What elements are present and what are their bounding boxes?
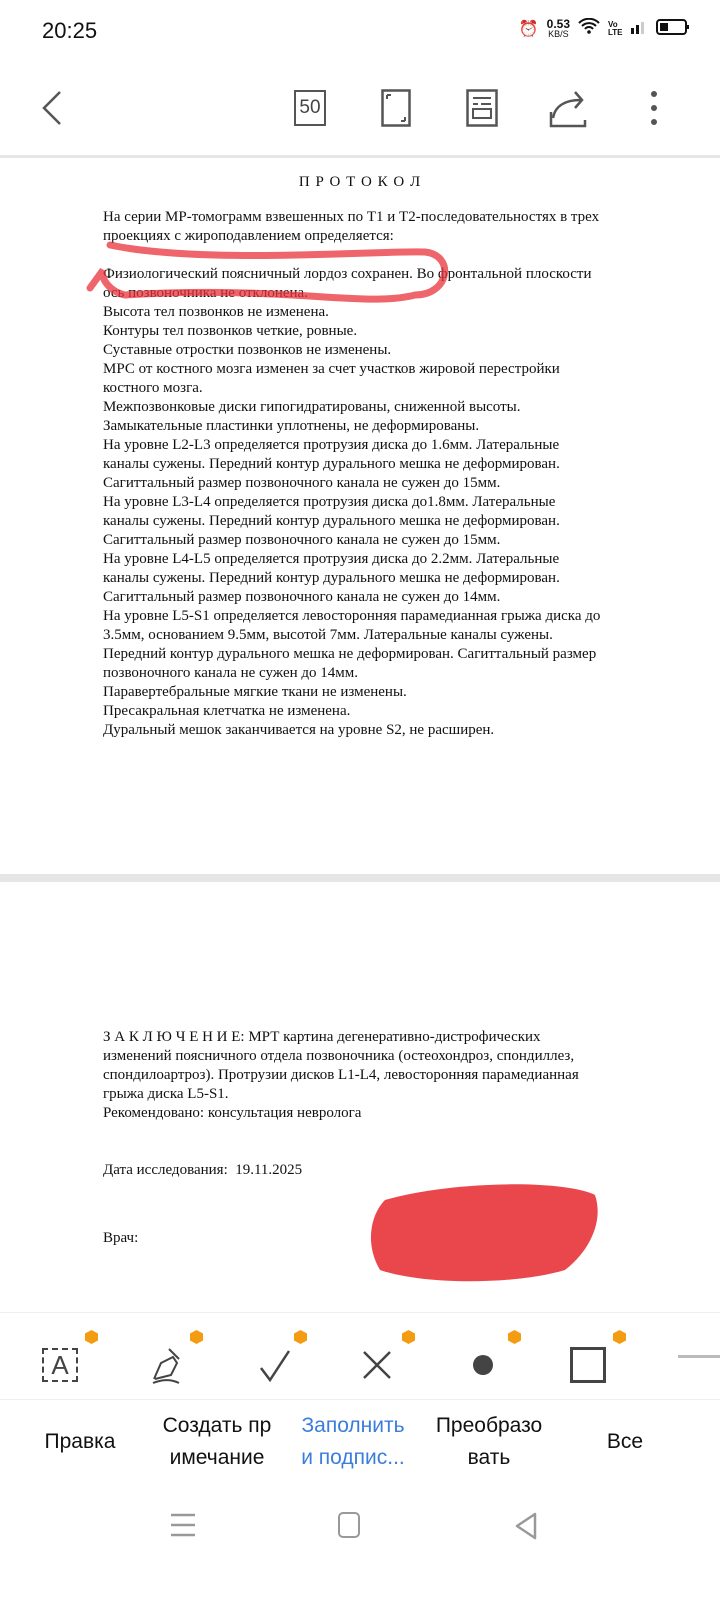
net-speed-unit: KB/S xyxy=(548,28,569,39)
study-date: Дата исследования: 19.11.2025 xyxy=(103,1162,303,1178)
protocol-line: На уровне L4-L5 определяется протрузия диска до 2.2мм. Латеральные xyxy=(103,551,560,567)
protocol-line: На уровне L5-S1 определяется левосторонняя парамедианная грыжа диска до xyxy=(103,608,601,624)
dot-icon xyxy=(471,1353,495,1377)
protocol-line: Высота тел позвонков не изменена. xyxy=(103,304,329,320)
protocol-line: На уровне L2-L3 определяется протрузия диска до 1.6мм. Латеральные xyxy=(103,437,560,453)
cross-tool[interactable] xyxy=(352,1340,402,1390)
tab-edit[interactable] xyxy=(30,1426,130,1458)
tab-label: Заполнить xyxy=(301,1414,405,1437)
dot-tool[interactable] xyxy=(458,1340,508,1390)
tab-label: Преобразо xyxy=(435,1414,543,1437)
tab-label: вать xyxy=(467,1446,511,1469)
back-icon xyxy=(40,90,64,126)
protocol-line: проекциях с жироподавлением определяется: xyxy=(103,228,394,244)
more-button[interactable] xyxy=(634,88,674,128)
conclusion-line: Рекомендовано: консультация невролога xyxy=(103,1105,362,1121)
rectangle-tool[interactable] xyxy=(563,1340,613,1390)
fullscreen-button[interactable] xyxy=(376,88,416,128)
signal-icon xyxy=(630,20,648,37)
tab-create-note[interactable] xyxy=(148,1410,286,1474)
reading-mode-icon xyxy=(466,89,498,127)
protocol-line: МРС от костного мозга изменен за счет участков жировой перестройки xyxy=(103,361,560,377)
nav-back-icon xyxy=(514,1512,538,1540)
protocol-line: Сагиттальный размер позвоночного канала не сужен до 14мм. xyxy=(103,589,501,605)
protocol-line: Суставные отростки позвонков не изменены. xyxy=(103,342,392,358)
alarm-icon: ⏰ xyxy=(518,20,539,38)
wifi-icon xyxy=(578,18,600,39)
reading-mode-button[interactable] xyxy=(462,88,502,128)
redaction-scribble xyxy=(365,1175,610,1290)
tab-convert[interactable] xyxy=(420,1410,558,1474)
battery-icon xyxy=(656,18,690,39)
page-count-value: 50 xyxy=(299,97,321,118)
tab-label: Правка xyxy=(44,1430,116,1453)
home-icon xyxy=(338,1512,360,1538)
tab-label: Все xyxy=(606,1430,644,1453)
tab-fill-and-sign[interactable] xyxy=(288,1410,418,1474)
protocol-line: каналы сужены. Передний контур дурального мешка не деформирован. xyxy=(103,570,560,586)
share-button[interactable] xyxy=(548,88,588,128)
protocol-line: На уровне L3-L4 определяется протрузия диска до1.8мм. Латеральные xyxy=(103,494,556,510)
conclusion-line: грыжа диска L5-S1. xyxy=(103,1086,229,1102)
protocol-line: Паравертебральные мягкие ткани не изменены. xyxy=(103,684,407,700)
protocol-line: 3.5мм, основанием 9.5мм, высотой 7мм. Латеральные каналы сужены. xyxy=(103,627,553,643)
status-icons xyxy=(519,18,690,39)
conclusion-line: спондилоартроз). Протрузии дисков L1-L4, левосторонняя парамедианная xyxy=(103,1067,579,1083)
protocol-line: Контуры тел позвонков четкие, ровные. xyxy=(103,323,358,339)
protocol-line: костного мозга. xyxy=(103,380,203,396)
status-time: 20:25 xyxy=(42,18,98,43)
protocol-line: Замыкательные пластинки уплотнены, не деформированы. xyxy=(103,418,480,434)
nav-back-button[interactable] xyxy=(514,1512,538,1545)
tab-label: имечание xyxy=(169,1446,265,1469)
doctor-label: Врач: xyxy=(103,1230,139,1246)
protocol-line: Межпозвонковые диски гипогидратированы, сниженной высоты. xyxy=(103,399,521,415)
check-icon xyxy=(258,1348,292,1382)
tab-all[interactable] xyxy=(590,1426,660,1458)
net-speed-value: 0.53 xyxy=(546,16,570,31)
protocol-line: ось позвоночника не отклонена. xyxy=(103,285,308,301)
text-box-icon: A xyxy=(42,1348,78,1382)
net-speed xyxy=(546,16,570,39)
protocol-line: позвоночного канала не сужен до 14мм. xyxy=(103,665,359,681)
rectangle-icon xyxy=(570,1347,606,1383)
protocol-line: Физиологический поясничный лордоз сохранен. Во фронтальной плоскости xyxy=(103,266,592,282)
protocol-line: На серии МР-томограмм взвешенных по Т1 и Т2-последовательностях в трех xyxy=(103,209,600,225)
protocol-line: Сагиттальный размер позвоночного канала не сужен до 15мм. xyxy=(103,475,501,491)
protocol-line: Сагиттальный размер позвоночного канала не сужен до 15мм. xyxy=(103,532,501,548)
signature-tool[interactable] xyxy=(142,1340,192,1390)
more-icon xyxy=(649,88,659,128)
protocol-line: каналы сужены. Передний контур дурального мешка не деформирован. xyxy=(103,513,560,529)
volte-icon: Vo LTE xyxy=(608,19,623,37)
menu-icon xyxy=(170,1512,196,1538)
fullscreen-icon xyxy=(381,89,411,127)
protocol-line: каналы сужены. Передний контур дурального мешка не деформирован. xyxy=(103,456,560,472)
back-button[interactable] xyxy=(32,88,72,128)
protocol-line: Передний контур дурального мешка не деформирован. Сагиттальный размер xyxy=(103,646,597,662)
text-box-tool[interactable] xyxy=(35,1340,85,1390)
conclusion-line: изменений поясничного отдела позвоночника (остеохондроз, спондиллез, xyxy=(103,1048,575,1064)
share-icon xyxy=(548,88,588,128)
tab-label: Создать пр xyxy=(162,1414,272,1437)
page-count-button[interactable] xyxy=(290,88,330,128)
conclusion-line: З А К Л Ю Ч Е Н И Е: МРТ картина дегенеративно-дистрофических xyxy=(103,1029,541,1045)
line-tool[interactable] xyxy=(678,1355,720,1358)
nav-menu-button[interactable] xyxy=(170,1512,196,1543)
protocol-line: Дуральный мешок заканчивается на уровне S2, не расширен. xyxy=(103,722,495,738)
tab-label: и подпис... xyxy=(301,1446,405,1469)
signature-pen-icon xyxy=(149,1345,185,1385)
protocol-line: Пресакральная клетчатка не изменена. xyxy=(103,703,351,719)
cross-icon xyxy=(362,1350,392,1380)
protocol-title: П Р О Т О К О Л xyxy=(298,174,422,190)
markup-ellipse xyxy=(85,230,465,320)
nav-home-button[interactable] xyxy=(338,1512,360,1538)
page-count-icon xyxy=(294,90,326,126)
check-tool[interactable] xyxy=(250,1340,300,1390)
